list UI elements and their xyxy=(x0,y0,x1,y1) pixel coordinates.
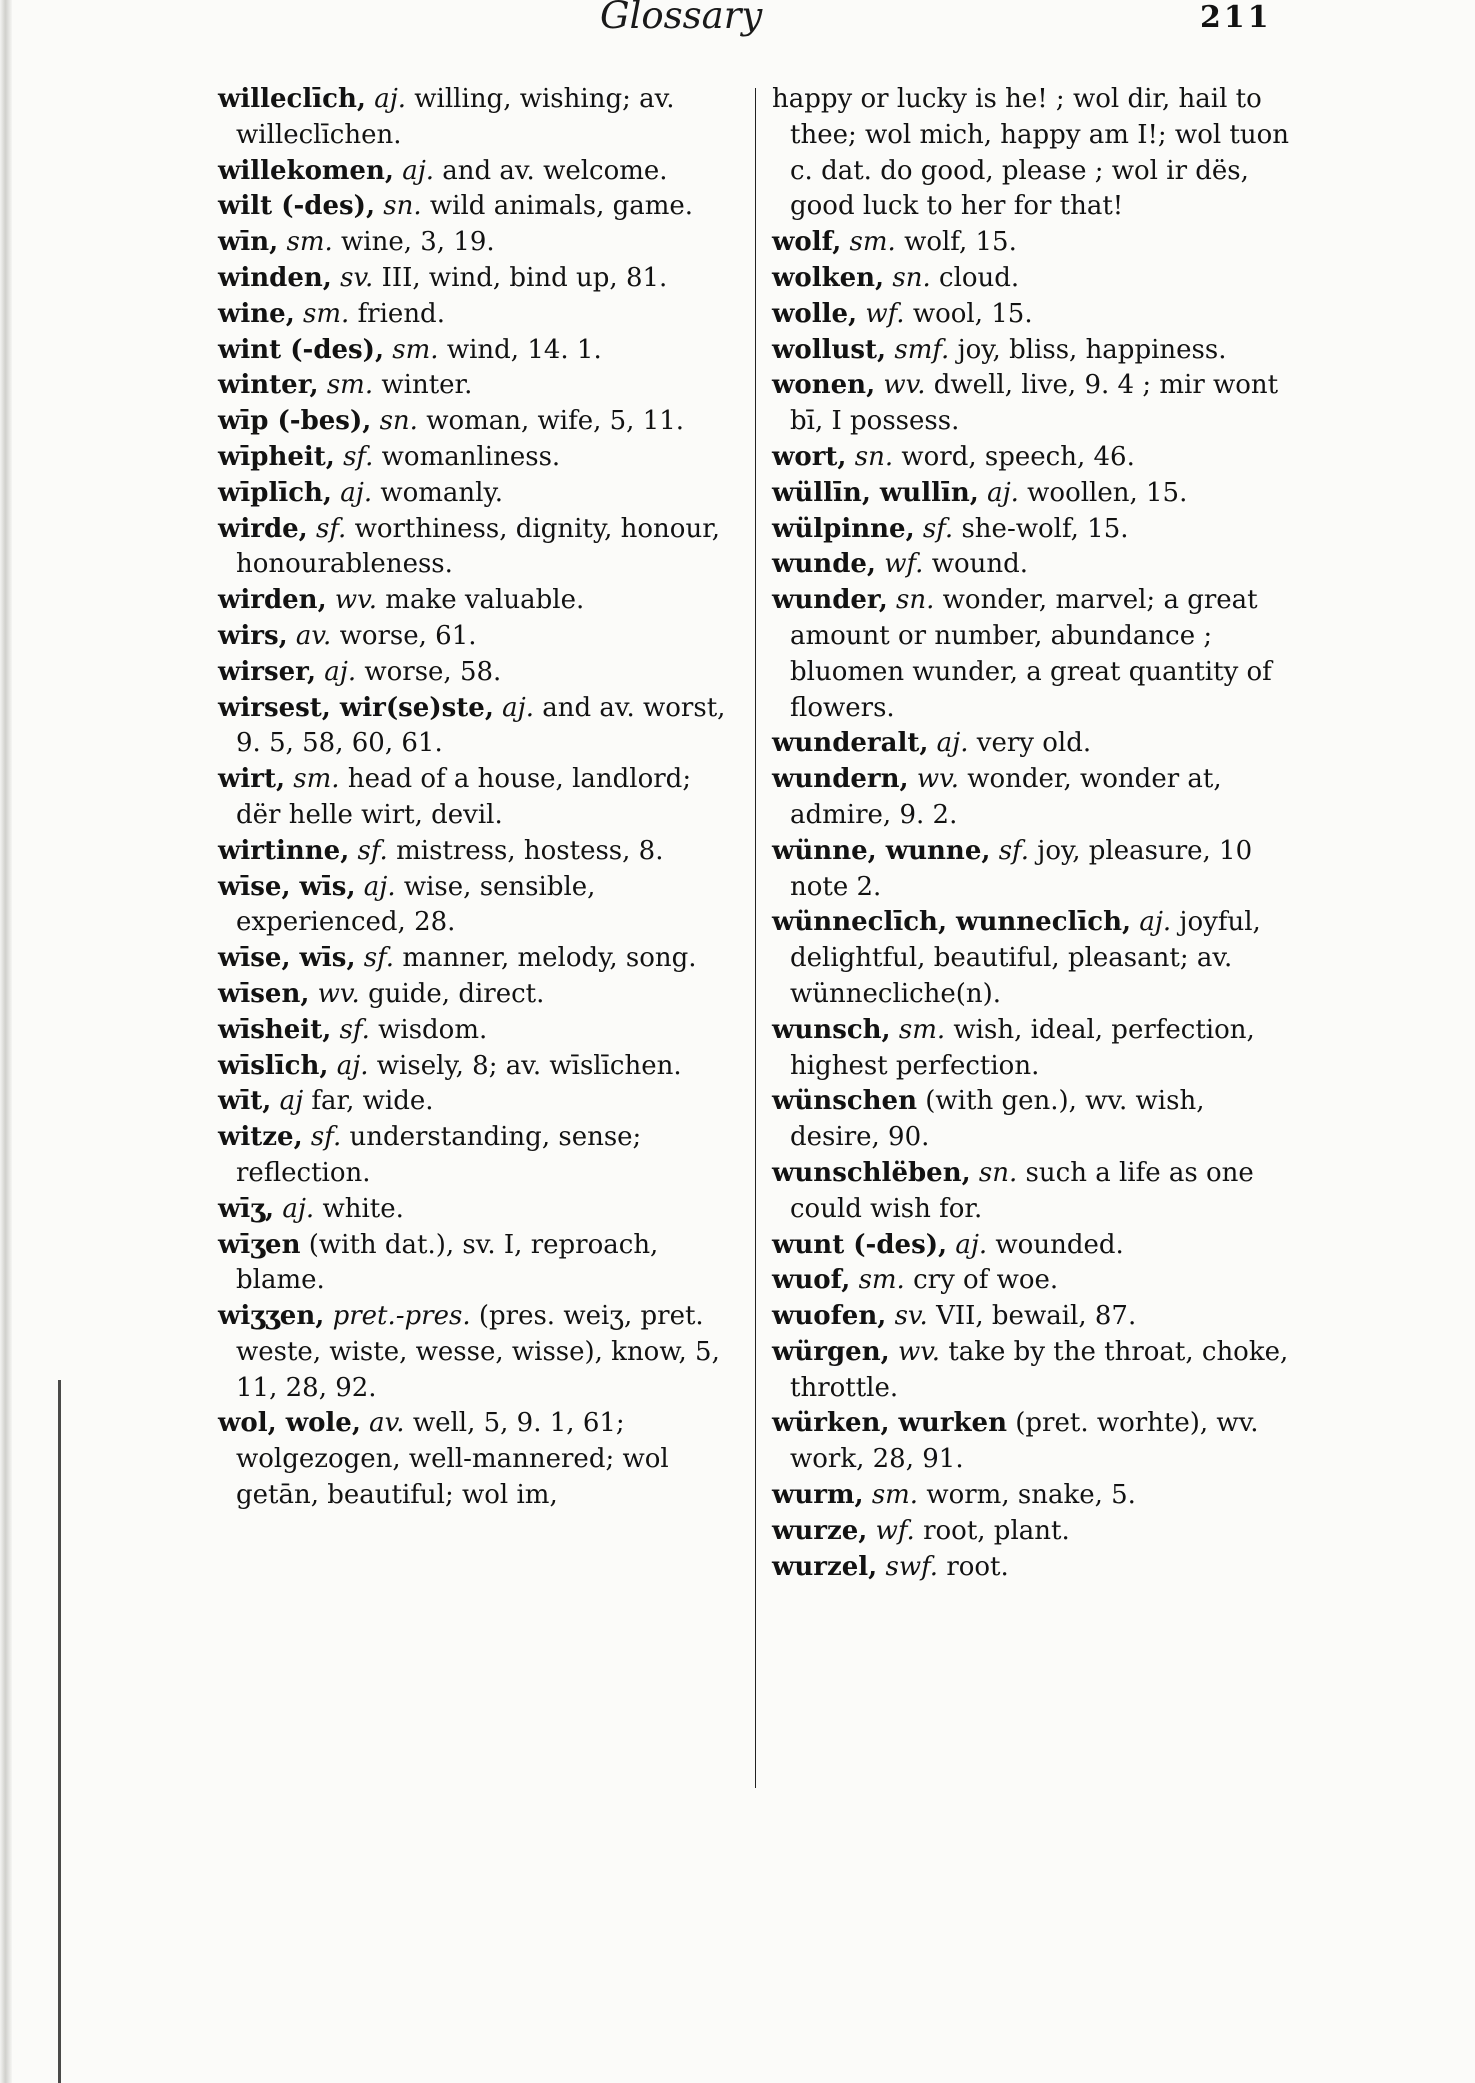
entry-grammar: sm. xyxy=(303,298,350,329)
entry-grammar: aj. xyxy=(374,84,407,114)
entry-grammar: sm. xyxy=(286,227,333,258)
entry-grammar: aj. xyxy=(340,477,373,508)
entry-headword: wīse, wīs, xyxy=(218,871,356,902)
glossary-entry xyxy=(218,619,738,655)
entry-definition: word, speech, 46. xyxy=(901,441,1135,472)
entry-headword: wīslīch, xyxy=(218,1050,329,1081)
entry-headword: wirs, xyxy=(218,620,288,651)
entry-headword: wīp (-bes), xyxy=(218,406,372,437)
entry-definition: wonder, wonder at, admire, 9. 2. xyxy=(790,764,1222,830)
entry-grammar: sm. xyxy=(293,764,340,795)
entry-grammar: sm. xyxy=(392,334,439,365)
entry-definition: (with dat.), sv. I, reproach, blame. xyxy=(236,1229,659,1296)
glossary-entry xyxy=(772,1084,1292,1156)
entry-headword: wünneclīch, wunneclīch, xyxy=(772,907,1132,938)
entry-headword: würken, wurken xyxy=(772,1408,1007,1439)
entry-grammar: sm. xyxy=(871,1480,919,1511)
entry-grammar: sf. xyxy=(310,1122,342,1153)
glossary-entry xyxy=(772,1406,1292,1478)
entry-headword: wirsest, wir(se)ste, xyxy=(218,692,494,723)
entry-definition: friend. xyxy=(357,298,445,329)
entry-headword: wüllīn, wullīn, xyxy=(772,477,979,508)
entry-headword: wirser, xyxy=(218,656,316,687)
running-head: Glossary xyxy=(600,0,763,37)
glossary-entry xyxy=(218,440,738,476)
entry-headword: wīse, wīs, xyxy=(218,943,356,974)
entry-headword: wurze, xyxy=(772,1515,868,1546)
entry-grammar: wv. xyxy=(883,370,926,401)
entry-grammar: sm. xyxy=(898,1014,946,1045)
entry-headword: willeclīch, xyxy=(218,84,366,114)
entry-definition: woman, wife, 5, 11. xyxy=(426,406,685,437)
entry-definition: (pret. worhte), wv. work, 28, 91. xyxy=(790,1408,1259,1475)
glossary-entry xyxy=(218,368,738,404)
entry-grammar: av. xyxy=(369,1408,405,1439)
entry-headword: wīsen, xyxy=(218,978,310,1009)
entry-grammar: sn. xyxy=(978,1157,1018,1188)
entry-definition: dwell, live, 9. 4 ; mir wont bī, I possess. xyxy=(790,370,1279,437)
entry-headword: wirden, xyxy=(218,585,327,616)
entry-definition: worse, 58. xyxy=(364,656,502,687)
glossary-entry xyxy=(218,225,738,261)
entry-headword: wuofen, xyxy=(772,1301,887,1332)
entry-grammar: aj. xyxy=(282,1193,315,1224)
entry-headword: wīplīch, xyxy=(218,477,332,508)
entry-definition: root, plant. xyxy=(923,1515,1070,1546)
entry-definition: cloud. xyxy=(939,262,1020,293)
entry-headword: wol, wole, xyxy=(218,1408,361,1439)
entry-headword: wolf, xyxy=(772,227,842,258)
right-column xyxy=(772,82,1292,1585)
entry-definition: winter. xyxy=(381,370,473,401)
glossary-entry xyxy=(772,1550,1292,1586)
entry-definition: root. xyxy=(946,1551,1009,1582)
glossary-entry xyxy=(218,297,738,333)
book-spine-edge xyxy=(0,0,12,2083)
entry-definition: and av. worst, 9. 5, 58, 60, 61. xyxy=(236,692,726,759)
entry-definition: manner, melody, song. xyxy=(402,943,697,974)
entry-definition: VII, bewail, 87. xyxy=(936,1301,1137,1332)
glossary-entry xyxy=(772,261,1292,297)
entry-definition: wise, sensible, experienced, 28. xyxy=(236,871,596,938)
glossary-entry xyxy=(218,941,738,977)
entry-definition: cry of woe. xyxy=(913,1265,1059,1296)
entry-grammar: wv. xyxy=(897,1336,941,1367)
entry-grammar: aj xyxy=(279,1086,304,1117)
glossary-entry xyxy=(772,1228,1292,1264)
entry-grammar: pret.-pres. xyxy=(332,1301,471,1332)
entry-definition: wonder, marvel; a great amount or number, abundance ; bluomen wunder, a great quantity of flowers. xyxy=(790,585,1272,723)
entry-grammar: sn. xyxy=(383,191,422,222)
entry-definition: worse, 61. xyxy=(339,620,477,651)
entry-grammar: sv. xyxy=(340,262,374,293)
glossary-entry xyxy=(772,726,1292,762)
entry-headword: wundern, xyxy=(772,764,909,795)
entry-headword: willekomen, xyxy=(218,155,394,186)
entry-grammar: sn. xyxy=(379,406,418,437)
entry-definition: wound. xyxy=(931,549,1029,580)
entry-definition: wine, 3, 19. xyxy=(341,227,495,258)
entry-grammar: aj. xyxy=(402,155,435,186)
glossary-entry xyxy=(218,1084,738,1120)
entry-grammar: wv. xyxy=(317,978,360,1009)
entry-definition: head of a house, landlord; dër helle wirt, devil. xyxy=(236,764,692,830)
entry-grammar: sf. xyxy=(357,835,388,866)
entry-headword: wonen, xyxy=(772,370,876,401)
entry-headword: wünne, wunne, xyxy=(772,835,991,866)
glossary-entry xyxy=(218,154,738,190)
glossary-entry xyxy=(218,1228,738,1300)
entry-headword: wīt, xyxy=(218,1086,272,1117)
glossary-entry xyxy=(218,1406,738,1513)
entry-headword: wülpinne, xyxy=(772,513,915,544)
entry-definition: (with gen.), wv. wish, desire, 90. xyxy=(790,1086,1205,1153)
glossary-entry xyxy=(772,297,1292,333)
glossary-entry xyxy=(772,583,1292,726)
entry-headword: winter, xyxy=(218,370,319,401)
glossary-entry xyxy=(772,512,1292,548)
entry-definition: (pres. weiʒ, pret. weste, wiste, wesse, wisse), know, 5, 11, 28, 92. xyxy=(236,1301,720,1403)
entry-definition: wolf, 15. xyxy=(904,227,1017,258)
glossary-entry xyxy=(772,225,1292,261)
entry-headword: wunder, xyxy=(772,585,888,616)
entry-grammar: sf. xyxy=(343,441,374,472)
entry-headword: wīsheit, xyxy=(218,1014,332,1045)
entry-grammar: sf. xyxy=(998,835,1030,866)
entry-grammar: aj. xyxy=(502,692,534,723)
glossary-entry xyxy=(772,1156,1292,1228)
entry-definition: guide, direct. xyxy=(368,978,545,1009)
entry-headword: wort, xyxy=(772,441,847,472)
entry-grammar: av. xyxy=(295,620,332,651)
margin-ink-line xyxy=(58,1380,61,2083)
entry-headword: wolle, xyxy=(772,298,858,329)
glossary-entry xyxy=(772,1263,1292,1299)
entry-headword: wuof, xyxy=(772,1265,851,1296)
entry-grammar: wv. xyxy=(334,585,378,616)
entry-definition: womanly. xyxy=(380,477,503,508)
glossary-entry xyxy=(218,512,738,584)
entry-definition: worm, snake, 5. xyxy=(926,1480,1136,1511)
entry-definition: well, 5, 9. 1, 61; wolgezogen, well-mannered; wol getān, beautiful; wol im, xyxy=(236,1408,669,1511)
page-number: 211 xyxy=(1200,0,1272,35)
glossary-entry xyxy=(772,1514,1292,1550)
entry-headword: wīn, xyxy=(218,227,279,258)
entry-headword: wirde, xyxy=(218,513,308,544)
glossary-entry xyxy=(772,1335,1292,1407)
glossary-entry xyxy=(772,1299,1292,1335)
entry-grammar: wf. xyxy=(875,1515,915,1546)
entry-definition: take by the throat, choke, throttle. xyxy=(790,1336,1289,1403)
entry-headword: wurzel, xyxy=(772,1551,878,1582)
entry-grammar: sm. xyxy=(326,370,374,401)
entry-definition: wish, ideal, perfection, highest perfection. xyxy=(790,1014,1255,1081)
left-column xyxy=(218,82,738,1514)
entry-grammar: wf. xyxy=(884,549,924,580)
entry-grammar: smf. xyxy=(894,334,950,365)
entry-definition: wisely, 8; av. wīslīchen. xyxy=(376,1050,682,1081)
entry-grammar: sm. xyxy=(849,227,896,258)
entry-definition: III, wind, bind up, 81. xyxy=(381,262,668,293)
entry-grammar: swf. xyxy=(885,1551,939,1582)
entry-grammar: aj. xyxy=(363,871,396,902)
entry-definition: joy, pleasure, 10 note 2. xyxy=(790,835,1253,902)
glossary-entry xyxy=(218,870,738,942)
entry-headword: wunt (-des), xyxy=(772,1229,948,1260)
entry-definition: wounded. xyxy=(995,1229,1124,1260)
glossary-entry xyxy=(218,1049,738,1085)
entry-headword: wunderalt, xyxy=(772,728,929,759)
entry-headword: wiʒʒen, xyxy=(218,1301,325,1332)
glossary-entry xyxy=(218,261,738,297)
entry-definition: understanding, sense; reflection. xyxy=(236,1122,642,1188)
entry-headword: wilt (-des), xyxy=(218,191,376,222)
entry-grammar: sn. xyxy=(854,441,894,472)
entry-grammar: aj. xyxy=(936,728,969,759)
entry-grammar: sm. xyxy=(858,1265,905,1296)
glossary-entry xyxy=(218,762,738,834)
entry-grammar: wf. xyxy=(865,298,905,329)
entry-grammar: sn. xyxy=(892,262,931,293)
entry-grammar: sv. xyxy=(894,1301,928,1332)
glossary-entry xyxy=(218,1013,738,1049)
glossary-entry xyxy=(218,1120,738,1192)
glossary-entry xyxy=(772,368,1292,440)
entry-definition: far, wide. xyxy=(311,1086,434,1117)
entry-headword: wollust, xyxy=(772,334,887,365)
entry-headword: wint (-des), xyxy=(218,334,385,365)
entry-definition: she-wolf, 15. xyxy=(961,513,1129,544)
entry-headword: wīʒen xyxy=(218,1229,301,1260)
entry-grammar: sf. xyxy=(363,943,395,974)
entry-grammar: aj. xyxy=(1139,907,1172,938)
glossary-entry xyxy=(772,547,1292,583)
entry-definition: mistress, hostess, 8. xyxy=(396,835,664,866)
entry-headword: wunsch, xyxy=(772,1014,891,1045)
entry-definition: very old. xyxy=(976,728,1092,759)
glossary-entry xyxy=(772,1013,1292,1085)
glossary-entry xyxy=(218,834,738,870)
entry-grammar: aj. xyxy=(324,656,357,687)
entry-definition: happy or lucky is he! ; wol dir, hail to thee; wol mich, happy am I!; wol tuon c. dat. do good, please ; wol ir dës, good luck to her for that! xyxy=(772,84,1290,222)
entry-grammar: sf. xyxy=(922,513,954,544)
glossary-entry xyxy=(218,404,738,440)
glossary-entry xyxy=(218,655,738,691)
entry-grammar: aj. xyxy=(987,477,1019,508)
entry-definition: wool, 15. xyxy=(912,298,1033,329)
entry-definition: such a life as one could wish for. xyxy=(790,1157,1254,1224)
entry-definition: worthiness, dignity, honour, honourableness. xyxy=(236,513,721,580)
glossary-entry xyxy=(772,440,1292,476)
glossary-entry xyxy=(218,333,738,369)
glossary-entry xyxy=(218,1299,738,1406)
entry-headword: wīpheit, xyxy=(218,441,335,472)
entry-headword: wolken, xyxy=(772,262,885,293)
column-rule xyxy=(755,88,756,1788)
entry-grammar: sf. xyxy=(339,1014,370,1045)
entry-headword: wunde, xyxy=(772,549,876,580)
entry-definition: wind, 14. 1. xyxy=(446,334,602,365)
entry-headword: witze, xyxy=(218,1122,303,1153)
entry-headword: wirtinne, xyxy=(218,835,350,866)
entry-definition: willing, wishing; av. willeclīchen. xyxy=(236,84,675,150)
entry-grammar: sn. xyxy=(896,585,935,616)
entry-grammar: aj. xyxy=(955,1229,988,1260)
glossary-entry xyxy=(218,1192,738,1228)
entry-grammar: aj. xyxy=(336,1050,369,1081)
entry-definition: womanliness. xyxy=(381,441,561,472)
entry-definition: make valuable. xyxy=(385,585,585,616)
glossary-entry xyxy=(772,476,1292,512)
entry-definition: white. xyxy=(322,1193,404,1224)
entry-grammar: wv. xyxy=(916,764,959,795)
entry-headword: wünschen xyxy=(772,1086,918,1117)
glossary-entry xyxy=(218,476,738,512)
entry-definition: joyful, delightful, beautiful, pleasant; av. wünnecliche(n). xyxy=(790,907,1261,1009)
entry-headword: wirt, xyxy=(218,764,286,795)
glossary-entry xyxy=(218,189,738,225)
entry-headword: würgen, xyxy=(772,1336,890,1367)
entry-definition: wild animals, game. xyxy=(429,191,694,222)
glossary-entry xyxy=(772,762,1292,834)
entry-headword: winden, xyxy=(218,262,332,293)
entry-grammar: sf. xyxy=(316,513,347,544)
glossary-entry xyxy=(772,333,1292,369)
glossary-entry xyxy=(218,583,738,619)
entry-definition: wisdom. xyxy=(378,1014,488,1045)
glossary-entry xyxy=(772,82,1292,225)
entry-headword: wine, xyxy=(218,298,295,329)
glossary-entry xyxy=(218,691,738,763)
glossary-entry xyxy=(218,977,738,1013)
glossary-entry xyxy=(772,1478,1292,1514)
entry-definition: joy, bliss, happiness. xyxy=(957,334,1227,365)
entry-definition: and av. welcome. xyxy=(442,155,668,186)
glossary-entry xyxy=(772,905,1292,1012)
entry-headword: wunschlëben, xyxy=(772,1157,971,1188)
entry-definition: woollen, 15. xyxy=(1027,477,1188,508)
glossary-entry xyxy=(218,82,738,154)
entry-headword: wīʒ, xyxy=(218,1193,275,1224)
entry-headword: wurm, xyxy=(772,1480,864,1511)
glossary-entry xyxy=(772,834,1292,906)
